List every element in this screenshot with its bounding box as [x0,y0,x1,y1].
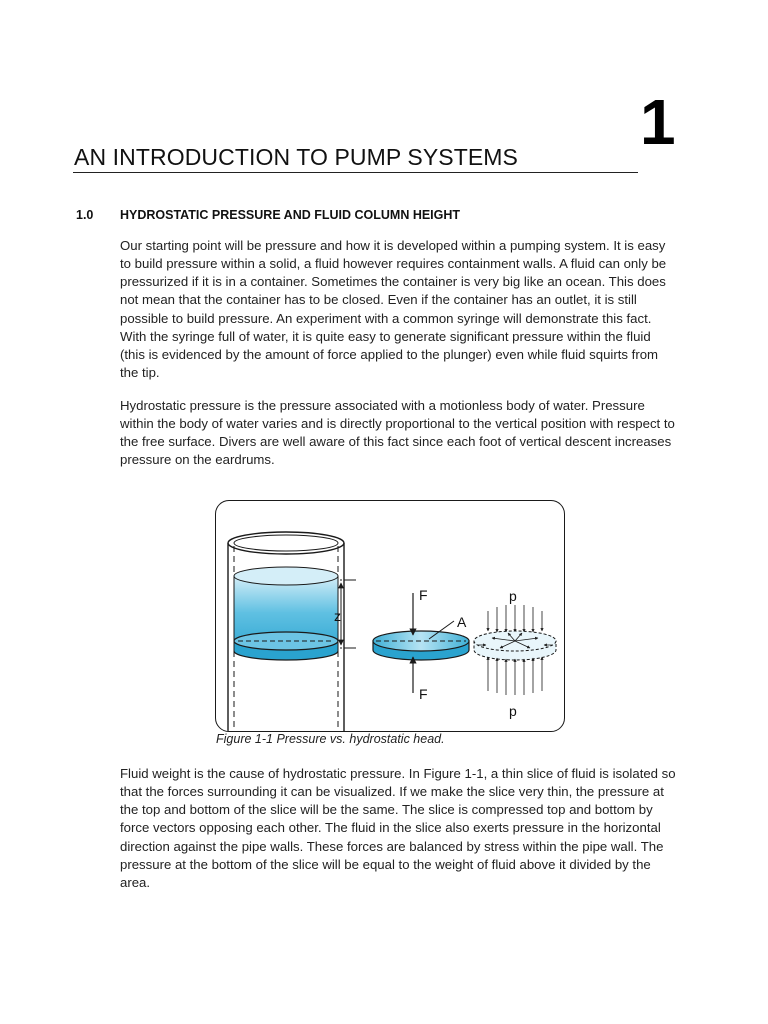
paragraph-1: Our starting point will be pressure and how it is developed within a pumping system. It is easy to build pressure within a solid, a fluid however requires containment walls. A fluid can only be pressurized if it is in a container. Sometimes the container is very big like an ocean. This does not mean that the container has to be closed. Even if the container has an outlet, it is still possible to build pressure. An experiment with a common syringe will demonstrate this fact. With the syringe full of water, it is quite easy to generate significant pressure within the fluid (this is evidenced by the amount of force applied to the plunger) even while fluid squirts from the tip. [120,238,667,381]
figure-caption: Figure 1-1 Pressure vs. hydrostatic head. [216,732,445,746]
label-pressure-bottom: p [509,703,517,719]
label-z: z [334,608,341,624]
label-pressure-top: p [509,588,517,604]
title-rule [73,172,638,173]
chapter-title: AN INTRODUCTION TO PUMP SYSTEMS [74,144,518,170]
paragraph-3: Fluid weight is the cause of hydrostatic pressure. In Figure 1-1, a thin slice of fluid is isolated so that the forces surrounding it can be visualized. If we make the slice very thin, the pressure at the top and bottom of the slice will be the same. The slice is compressed top and bottom by force vectors opposing each other. The fluid in the slice also exerts pressure in the horizontal direction against the pipe walls. These forces are balanced by stress within the pipe wall. The pressure at the bottom of the slice will be equal to the weight of fluid above it divided by the area. [120,766,676,890]
section-number: 1.0 [76,208,94,222]
label-force-bottom: F [419,686,428,702]
pressure-slice [474,588,556,719]
chapter-number: 1 [640,86,676,158]
paragraph-2: Hydrostatic pressure is the pressure associated with a motionless body of water. Pressure within the body of water varies and is directly proportional to the vertical position with respect to the free surface. Divers are well aware of this fact since each foot of vertical descent increases pressure on the eardrums. [120,398,675,468]
figure-frame [215,500,565,732]
pipe-group [228,532,344,731]
water-surface [234,567,338,585]
section-title: HYDROSTATIC PRESSURE AND FLUID COLUMN HEIGHT [120,208,461,222]
isolated-slice [373,587,469,702]
label-force-top: F [419,587,428,603]
label-area: A [457,614,467,630]
figure-illustration [216,501,564,731]
